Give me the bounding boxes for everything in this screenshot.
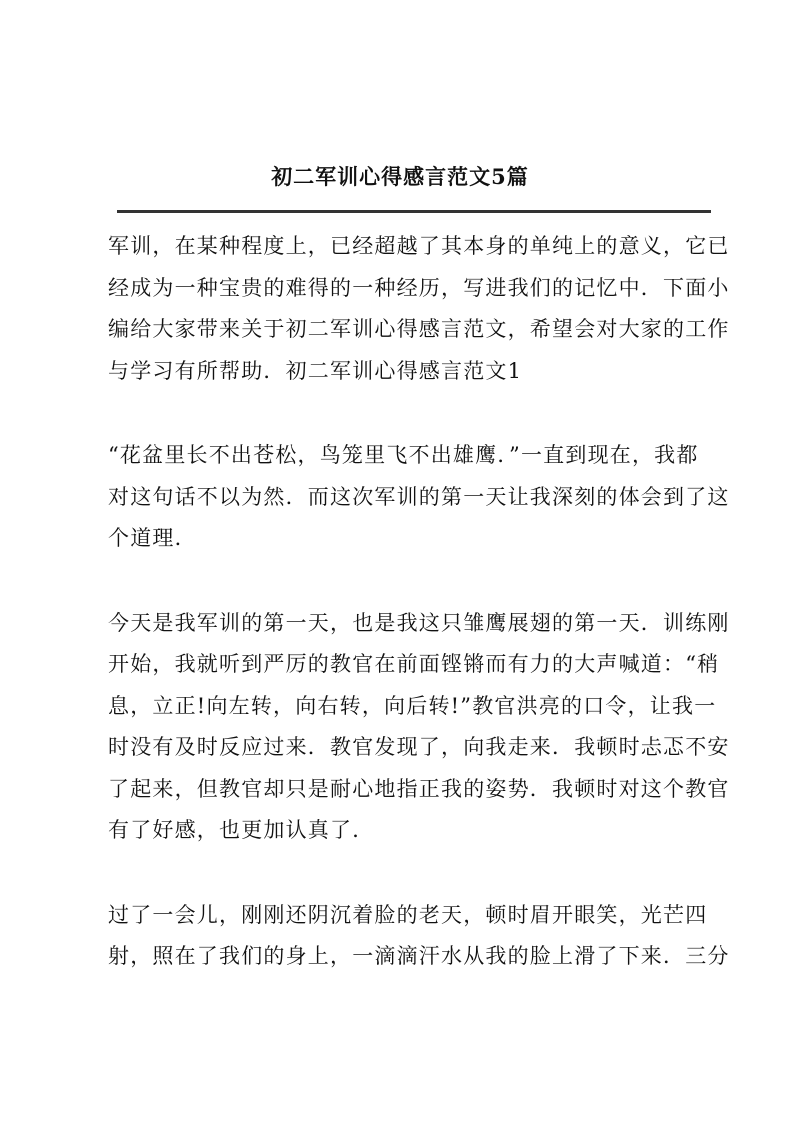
text-line: “花盆里长不出苍松，鸟笼里飞不出雄鹰．”一直到现在，我都 xyxy=(108,443,699,467)
text-line: 了起来，但教官却只是耐心地指正我的姿势．我顿时对这个教官 xyxy=(108,776,730,801)
text-line: 与学习有所帮助．初二军训心得感言范文1 xyxy=(108,358,523,383)
paragraph xyxy=(108,603,730,852)
title-divider xyxy=(117,210,711,213)
paragraph xyxy=(108,226,730,392)
text-line: 有了好感，也更加认真了． xyxy=(108,818,375,842)
document-title: 初二军训心得感言范文5篇 xyxy=(271,164,529,189)
text-line: 开始，我就听到严厉的教官在前面铿锵而有力的大声喊道：“稍 xyxy=(108,652,720,676)
paragraph xyxy=(108,435,730,560)
text-line: 对这句话不以为然．而这次军训的第一天让我深刻的体会到了这 xyxy=(108,484,730,509)
paragraph xyxy=(108,895,730,978)
text-line: 个道理． xyxy=(108,526,197,550)
text-line: 射，照在了我们的身上，一滴滴汗水从我的脸上滑了下来．三分 xyxy=(108,944,730,968)
document-body xyxy=(108,226,730,1021)
text-line: 经成为一种宝贵的难得的一种经历，写进我们的记忆中．下面小 xyxy=(108,275,730,300)
text-line: 编给大家带来关于初二军训心得感言范文，希望会对大家的工作 xyxy=(108,317,730,341)
text-line: 今天是我军训的第一天，也是我这只雏鹰展翅的第一天．训练刚 xyxy=(108,610,730,635)
text-line: 时没有及时反应过来．教官发现了，向我走来．我顿时忐忑不安 xyxy=(108,735,730,759)
text-line: 过了一会儿，刚刚还阴沉着脸的老天，顿时眉开眼笑，光芒四 xyxy=(108,902,708,927)
text-line: 军训，在某种程度上，已经超越了其本身的单纯上的意义，它已 xyxy=(108,234,730,258)
text-line: 息，立正!向左转，向右转，向后转!”教官洪亮的口令，让我一 xyxy=(108,693,717,718)
